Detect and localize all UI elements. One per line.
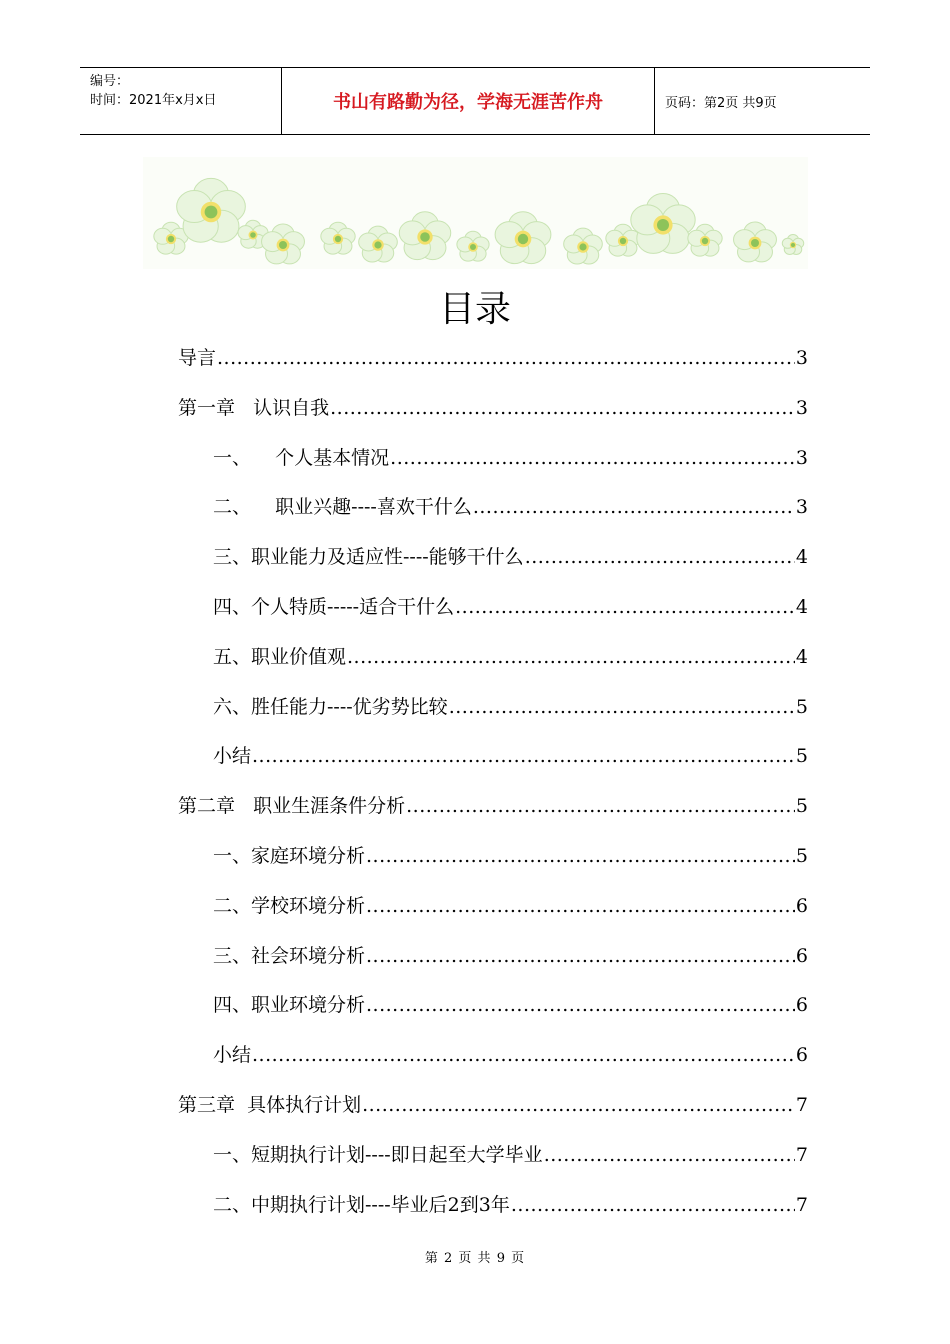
toc-entry[interactable]: [178, 640, 808, 690]
toc-entry-page: 3: [795, 396, 808, 419]
page-header: [80, 67, 870, 135]
toc-leader-dots: [544, 1138, 795, 1172]
toc-entry-label: 第三章 具体执行计划: [178, 1093, 362, 1116]
toc-entry-page: 6: [795, 994, 808, 1017]
toc-entry-page: 4: [795, 546, 808, 569]
toc-entry-page: 5: [795, 844, 808, 867]
toc-leader-dots: [362, 1088, 795, 1122]
table-of-contents: [178, 341, 808, 1237]
toc-entry-page: 4: [795, 645, 808, 668]
toc-entry-page: 3: [795, 496, 808, 519]
toc-entry-label: 一、 个人基本情况: [213, 446, 390, 469]
toc-entry[interactable]: [178, 939, 808, 989]
toc-entry[interactable]: [178, 391, 808, 441]
toc-entry-label: 三、职业能力及适应性----能够干什么: [213, 546, 524, 569]
toc-leader-dots: [366, 939, 795, 973]
toc-entry-page: 6: [795, 894, 808, 917]
toc-entry-label: 导言: [178, 347, 217, 369]
toc-leader-dots: [449, 690, 795, 724]
toc-leader-dots: [217, 341, 795, 375]
toc-entry-label: 第二章 职业生涯条件分析: [178, 795, 406, 818]
toc-entry-label: 三、社会环境分析: [213, 944, 366, 967]
toc-entry-page: 7: [795, 1093, 808, 1116]
page-title: 目录: [438, 289, 511, 330]
toc-entry-label: 二、 职业兴趣----喜欢干什么: [213, 496, 472, 519]
toc-leader-dots: [455, 590, 795, 624]
toc-entry-label: 一、家庭环境分析: [213, 844, 366, 867]
toc-entry[interactable]: [178, 789, 808, 839]
flower-garland-icon: [143, 157, 808, 269]
toc-entry[interactable]: [178, 441, 808, 491]
toc-entry-page: 3: [795, 446, 808, 469]
toc-entry[interactable]: [178, 988, 808, 1038]
header-meta: [80, 68, 281, 134]
header-time-label: 时间：2021年x月x日: [90, 93, 217, 108]
header-page-info: 页码：第2页 共9页: [665, 95, 777, 111]
toc-leader-dots: [473, 490, 795, 524]
toc-entry-page: 5: [795, 745, 808, 768]
toc-leader-dots: [406, 789, 795, 823]
toc-entry[interactable]: [178, 590, 808, 640]
toc-entry[interactable]: [178, 341, 808, 391]
toc-entry-page: 6: [795, 944, 808, 967]
toc-leader-dots: [390, 441, 795, 475]
toc-leader-dots: [511, 1188, 795, 1222]
toc-entry[interactable]: [178, 739, 808, 789]
flower-garland-banner: [143, 157, 808, 269]
toc-entry[interactable]: [178, 839, 808, 889]
toc-entry-label: 第一章 认识自我: [178, 396, 330, 419]
toc-entry[interactable]: [178, 490, 808, 540]
toc-leader-dots: [366, 988, 795, 1022]
toc-entry-page: 5: [795, 695, 808, 718]
header-motto: 书山有路勤为径，学海无涯苦作舟: [281, 68, 655, 134]
toc-entry-page: 7: [795, 1143, 808, 1166]
toc-entry[interactable]: [178, 1138, 808, 1188]
toc-entry-label: 二、学校环境分析: [213, 894, 366, 917]
toc-entry-page: 6: [795, 1044, 808, 1067]
toc-leader-dots: [330, 391, 795, 425]
toc-entry-label: 小结: [213, 1044, 252, 1067]
toc-entry-label: 四、职业环境分析: [213, 994, 366, 1017]
toc-leader-dots: [347, 640, 795, 674]
toc-leader-dots: [525, 540, 795, 574]
toc-entry-label: 一、短期执行计划----即日起至大学毕业: [213, 1143, 543, 1166]
toc-entry-label: 六、胜任能力----优劣势比较: [213, 695, 448, 718]
toc-entry[interactable]: [178, 540, 808, 590]
toc-entry[interactable]: [178, 1188, 808, 1238]
toc-entry[interactable]: [178, 690, 808, 740]
toc-leader-dots: [252, 1038, 795, 1072]
toc-leader-dots: [366, 889, 795, 923]
toc-leader-dots: [366, 839, 795, 873]
toc-entry-label: 二、中期执行计划----毕业后2到3年: [213, 1193, 510, 1216]
page-footer: 第 2 页 共 9 页: [424, 1251, 526, 1266]
toc-entry[interactable]: [178, 889, 808, 939]
toc-entry[interactable]: [178, 1088, 808, 1138]
toc-leader-dots: [252, 739, 795, 773]
header-number-label: 编号：: [90, 74, 130, 89]
toc-entry-label: 五、职业价值观: [213, 645, 347, 668]
toc-entry[interactable]: [178, 1038, 808, 1088]
toc-entry-page: 5: [795, 795, 808, 818]
toc-entry-label: 四、个人特质-----适合干什么: [213, 595, 455, 618]
toc-entry-page: 3: [795, 347, 808, 369]
toc-entry-label: 小结: [213, 745, 252, 768]
toc-entry-page: 7: [795, 1193, 808, 1216]
toc-entry-page: 4: [795, 595, 808, 618]
